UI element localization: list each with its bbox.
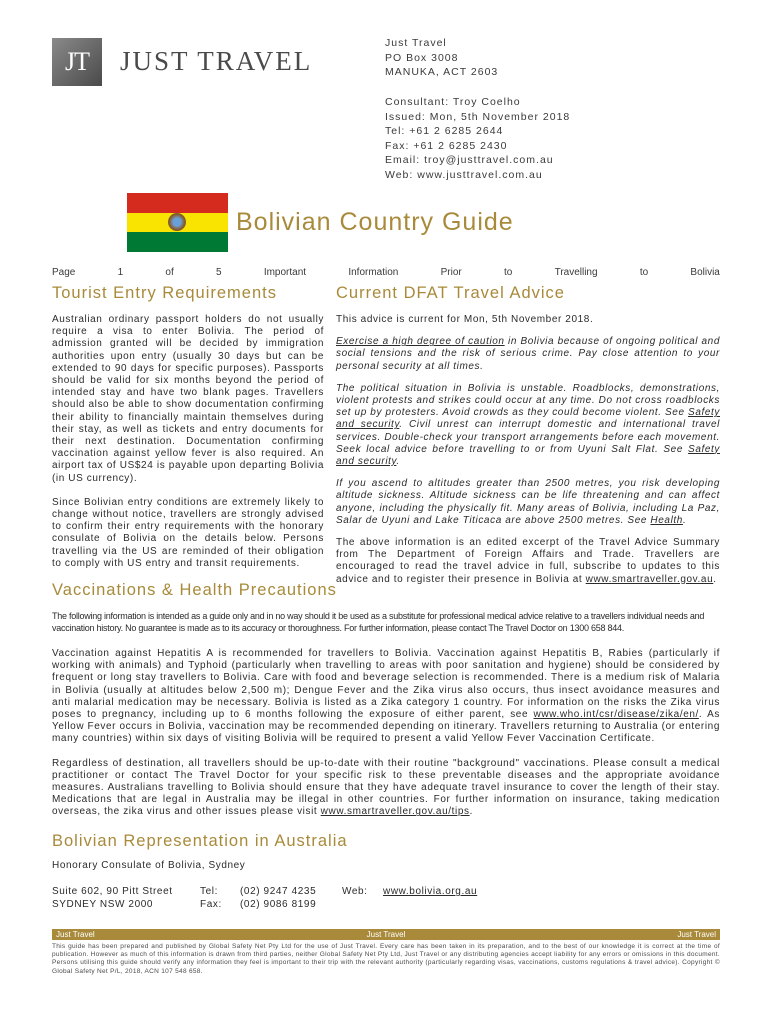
subtitle-word: 1 xyxy=(117,267,124,278)
smartraveller-tips-link[interactable]: www.smartraveller.gov.au/tips xyxy=(320,806,470,818)
subtitle-word: Prior xyxy=(440,267,462,278)
dfat-advice-paragraph: Exercise a high degree of caution in Bolivia because of ongoing political and social tensions and the risk of serious crime. Pay close attention to your personal security at all times. xyxy=(336,336,720,372)
fax-label: Fax: xyxy=(200,898,222,910)
consulate-name: Honorary Consulate of Bolivia, Sydney xyxy=(52,860,246,871)
contact-email[interactable]: Email: troy@justtravel.com.au xyxy=(385,154,554,167)
consulate-fax: (02) 9086 8199 xyxy=(240,898,317,910)
address-line: Suite 602, 90 Pitt Street xyxy=(52,886,173,897)
address-line: Just Travel xyxy=(385,37,447,49)
dfat-current-note: This advice is current for Mon, 5th November 2018. xyxy=(336,314,594,325)
tourist-entry-section xyxy=(52,314,324,570)
dfat-advice-paragraph: The political situation in Bolivia is unstable. Roadblocks, demonstrations, violent protests and strikes could occur at any time. Do not cross roadblocks set up by protesters. Avoid crowds as they could become violent. See Safety and security. Civil unrest can interrupt domestic and international travel services. Double-check your transport arrangements before each movement. Seek local advice before travelling to or from Uyuni Salt Flat. See Safety and security. xyxy=(336,382,720,468)
subtitle-word: 5 xyxy=(216,267,222,278)
tourist-entry-paragraph: Australian ordinary passport holders do not usually require a visa to enter Bolivia. The period of admission granted will be decided by immigration authorities upon entry (usually 30 days but can be extended to 90 days for specific purposes). Passports should be valid for six months beyond the period of intended stay and have two blank pages. Travellers should also be able to show documentation confirming their ability to financially maintain themselves during their stay, as well as tickets and entry documents for their next destination. Documentation confirming vaccination against yellow fever is also required. An airport tax of US$24 is payable upon departing Bolivia (in US currency). xyxy=(52,314,324,484)
subtitle-word: Page xyxy=(52,267,76,278)
contact-web[interactable]: Web: www.justtravel.com.au xyxy=(385,168,543,181)
representation-heading: Bolivian Representation in Australia xyxy=(52,832,348,850)
subtitle-word: of xyxy=(165,267,174,278)
tourist-entry-paragraph: Since Bolivian entry conditions are extremely likely to change without notice, travellers are strongly advised to confirm their entry requirements with the honorary consulate of Bolivia on the details below. Persons travelling via the US are reminded of their obligation to comply with US entry and transit requirements. xyxy=(52,496,324,569)
contact-fax: Fax: +61 2 6285 2430 xyxy=(385,139,508,152)
vaccinations-paragraph: Vaccination against Hepatitis A is recommended for travellers to Bolivia. Vaccination against Hepatitis B, Rabies (particularly if working with animals) and Typhoid (particularly when travelling to areas with poor sanitation and hygiene) should be considered by frequent or long stay travellers to Bolivia. Care with food and beverage selection is recommended. There is a medium risk of Malaria in Bolivia (usually at altitudes below 2,500 m); Dengue Fever and the Zika virus also occurs, thus insect avoidance measures and anti malarial medication may be necessary. Bolivia is listed as a Zika category 1 country. For information on the risks the Zika virus poses to pregnancy, including up to 6 months following the exposure of either parent, see www.who.int/csr/disease/zika/en/. As Yellow Fever occurs in Bolivia, vaccination may be recommended depending on itinerary. Travellers returning to Australia (or entering many countries) within six days of visiting Bolivia will be required to present a valid Yellow Fever Vaccination Certificate. xyxy=(52,648,720,745)
vaccinations-heading: Vaccinations & Health Precautions xyxy=(52,581,337,599)
medical-disclaimer: The following information is intended as a guide only and in no way should it be used as a substitute for professional medical advice relative to a travellers individual needs and vaccination history. No guarantee is made as to its accuracy or thoroughness. For further information, please contact The Travel Doctor on 1300 658 844. xyxy=(52,611,705,633)
page-subtitle xyxy=(52,267,720,278)
contact-issued: Issued: Mon, 5th November 2018 xyxy=(385,110,571,123)
consulate-tel: (02) 9247 4235 xyxy=(240,886,317,897)
address-line: MANUKA, ACT 2603 xyxy=(385,66,499,79)
dfat-advice-section xyxy=(336,314,720,586)
footer-left: Just Travel xyxy=(56,930,95,939)
consulate-address xyxy=(52,886,173,911)
subtitle-word: to xyxy=(639,267,649,278)
address-line: PO Box 3008 xyxy=(385,51,459,64)
safety-link[interactable]: Safety and security xyxy=(336,443,720,468)
footer-center: Just Travel xyxy=(366,930,406,939)
footer-bar xyxy=(52,929,720,940)
tourist-entry-heading: Tourist Entry Requirements xyxy=(52,284,277,302)
dfat-advice-heading: Current DFAT Travel Advice xyxy=(336,284,565,302)
consultant-contact xyxy=(385,95,570,183)
contact-consultant: Consultant: Troy Coelho xyxy=(385,96,521,108)
page-title: Bolivian Country Guide xyxy=(236,208,514,236)
subtitle-word: Information xyxy=(348,267,399,278)
contact-tel: Tel: +61 2 6285 2644 xyxy=(385,125,504,138)
footer-disclaimer: This guide has been prepared and published by Global Safety Net Pty Ltd for the use of Just Travel. Every care has been taken in its preparation, and to the best of our knowledge it is correct at the time of publication. However as much of this information is drawn from third parties, neither Global Safety Net Pty Ltd, Just Travel or any distributing agencies accept liability for any errors or omissions in this document. Persons utilising this guide should verify any information they feel is important to their trip with the relevant authority (particularly regarding visas, vaccinations, customs regulations & travel advice). Copyright © Global Safety Net P/L, 2018, ACN 107 548 658. xyxy=(52,943,720,975)
vaccinations-section xyxy=(52,648,720,819)
subtitle-word: Travelling xyxy=(554,267,598,278)
footer-right: Just Travel xyxy=(677,930,716,939)
dfat-excerpt-note: The above information is an edited excerpt of the Travel Advice Summary from The Department of Foreign Affairs and Trade. Travellers are encouraged to read the travel advice in full, subscribe to updates to this advice and to register their presence in Bolivia at www.smartraveller.gov.au. xyxy=(336,537,720,585)
vaccinations-paragraph: Regardless of destination, all travellers should be up-to-date with their routine "background" vaccinations. Please consult a medical practitioner or contact The Travel Doctor for your specific risk to these preventable diseases and the appropriate avoidance measures. Australians travelling to Bolivia should ensure that they have adequate travel insurance to cover the length of their stay. Medications that are legal in Australia may be illegal in other countries. For further information on insurance, taking medication overseas, the zika virus and other issues please visit www.smartraveller.gov.au/tips. xyxy=(52,757,720,818)
smartraveller-link[interactable]: www.smartraveller.gov.au xyxy=(585,573,714,585)
address-line: SYDNEY NSW 2000 xyxy=(52,898,154,910)
dfat-advice-paragraph: If you ascend to altitudes greater than 2500 metres, you risk developing altitude sickness. Altitude sickness can be life threatening and can affect anyone, including the physically fit. Many areas of Bolivia, including La Paz, Salar de Uyuni and Lake Titicaca are above 2500 metres. See Health. xyxy=(336,478,720,526)
caution-link[interactable]: Exercise a high degree of caution xyxy=(336,336,505,348)
company-logo-text: JUST TRAVEL xyxy=(120,46,313,76)
bolivia-flag-icon xyxy=(127,193,228,252)
safety-link[interactable]: Safety and security xyxy=(336,407,720,431)
web-label: Web: xyxy=(342,886,368,897)
consulate-web-link[interactable]: www.bolivia.org.au xyxy=(383,886,478,897)
consulate-phone-labels xyxy=(200,886,222,911)
subtitle-word: Bolivia xyxy=(690,267,720,278)
tel-label: Tel: xyxy=(200,886,218,897)
company-logo-mark: JT xyxy=(52,38,102,86)
consulate-phone-values xyxy=(240,886,316,911)
agency-address xyxy=(385,36,498,80)
subtitle-word: to xyxy=(503,267,513,278)
health-link[interactable]: Health xyxy=(650,514,683,526)
subtitle-word: Important xyxy=(263,267,307,278)
who-zika-link[interactable]: www.who.int/csr/disease/zika/en/ xyxy=(533,709,699,721)
